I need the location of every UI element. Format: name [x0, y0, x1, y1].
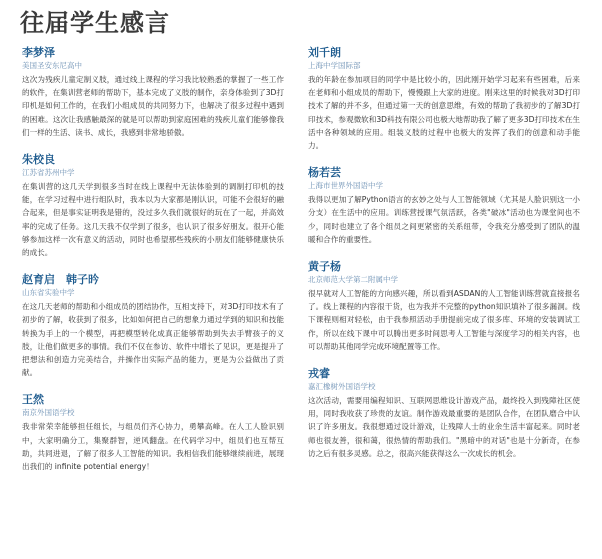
testimonial-entry	[22, 273, 284, 379]
testimonial-text: 我非常荣幸能够担任组长，与组员们齐心协力，勇攀高峰。在人工人脸识别中，大家明确分工，集聚群智，逆风翻盘。在代码学习中，组员们也互帮互助，共同进退，了解了很多人工智能的知识。我相信我们能够继续前进，展现出我们的 infinite potential energy！	[22, 422, 284, 472]
left-column	[22, 46, 284, 487]
student-school: 上海市世界外国语中学	[308, 181, 383, 191]
testimonial-text: 我得以更加了解Python语言的玄妙之处与人工智能领域（尤其是人脸识别这一小分支）在生活中的应用。训练营授课气氛活跃，各类"破冰"活动也为课堂间也不少，同时也建立了各个组员之间更紧密的关系纽带，令我充分感受到了团队的温暖和合作的重要性。	[308, 195, 580, 244]
testimonial-text: 很早就对人工智能的方向感兴趣，所以看到ASDAN的人工智能训练营就直接报名了。线上课程的内容很干货，也为我并不完整的python知识填补了很多漏洞。线下课程则相对轻松，由于我参照活动手册提前完成了很多库、环境的安装调试工作，所以在线下课中可以腾出更多时间思考人工智能与深度学习的相关内容，也可以帮助其他同学完成环境配置等工作。	[308, 289, 580, 351]
testimonial-entry	[22, 46, 284, 139]
student-name: 刘千朗	[308, 46, 341, 59]
testimonial-text: 这次活动，需要用编程知识、互联网思维设计游戏产品，最终投入到残障社区使用，同时我收获了珍贵的友谊。制作游戏最重要的是团队合作，在团队磨合中认识了许多朋友。我很想通过设计游戏，让残障人士的业余生活丰富起来。同时老师也很友善，很和蔼，很热情的帮助我们。"黑暗中的对话"也是十分新奇，在参访之后有很多灵感。总之，很高兴能获得这么一次成长的机会。	[308, 396, 580, 458]
student-school: 上海中学国际部	[308, 61, 361, 70]
student-name: 杨若芸	[308, 166, 341, 180]
testimonial-text: 在集训营的这几天学到很多当时在线上课程中无法体验到的调制打印机的技能，在学习过程中进行组队时，我本以为大家都是刚认识，可能不会很好的融合起来，但是事实证明我是错的，没过多久我们就很好的玩在了一起，并高效率的完成了任务。这几天我不仅学到了很多，也认识了很多好朋友。很开心能够参加这样一次有意义的活动，同时也希望那些残疾的小朋友们能够健康快乐的成长。	[22, 182, 284, 258]
student-school: 南京外国语学校	[22, 408, 75, 418]
testimonial-text: 这次为残疾儿童定制义肢，通过线上课程的学习我比较熟悉的掌握了一些工作的软件，在集训营老师的帮助下，基本完成了义肢的制作，亲身体验到了3D打印机是如何工作的，在我们小组成员的共同努力下，也解决了很多过程中遇到的困难。这次让我感触最深的就是可以帮助到家庭困难的残疾儿童们能够像我们一样的生活、读书、成长，我感到非常地骄傲。	[22, 75, 284, 137]
student-school: 江苏省苏州中学	[22, 168, 75, 178]
testimonial-text: 在这几天老师的帮助和小组成员的团结协作，互相支持下，对3D打印技术有了初步的了解，收获到了很多，比如如何把自己的想象力通过学到的知识和技能转换为手上的一个模型，再把模型转化成真正能够帮助到失去手臂孩子的义肢，让他们做更多的事情。我们不仅在参访、软件中增长了见识，更是提升了把想法和创造力完美结合，并操作出实际产品的能力，更是为公益做出了贡献。	[22, 302, 284, 378]
testimonial-entry	[308, 166, 580, 246]
student-school: 山东省实验中学	[22, 288, 75, 298]
student-school: 北京师范大学第二附属中学	[308, 275, 398, 285]
testimonial-entry	[308, 367, 580, 460]
student-name: 黄子杨	[308, 260, 341, 274]
right-column	[308, 46, 580, 474]
testimonial-text: 我的年龄在参加项目的同学中是比较小的，因此刚开始学习起来有些困难，后来在老师和小组成员的帮助下，慢慢跟上大家的进度。刚来这里的时候我对3D打印技术了解的并不多，但通过第一天的创意思维，有效的帮助了我初步的了解3D打印技术，参观微软和3D科技有限公司也极大地帮助我了解了更多3D打印技术在生活中各种领域的应用。组装义肢的过程中也极大的发挥了我们的创意和动手能力。	[308, 75, 580, 151]
student-name: 赵育启 韩子昑	[22, 273, 99, 287]
testimonial-entry	[22, 393, 284, 473]
page-title: 往届学生感言	[20, 9, 170, 37]
testimonial-entry	[22, 153, 284, 259]
student-school: 美国圣安东尼高中	[22, 61, 82, 70]
student-name: 李梦泽	[22, 46, 55, 59]
student-name: 戎睿	[308, 367, 330, 381]
student-name: 朱校良	[22, 153, 55, 167]
testimonial-entry	[308, 260, 580, 353]
student-name: 王然	[22, 393, 44, 407]
testimonial-entry	[308, 46, 580, 152]
student-school: 嘉汇橡树外国语学校	[308, 382, 376, 392]
